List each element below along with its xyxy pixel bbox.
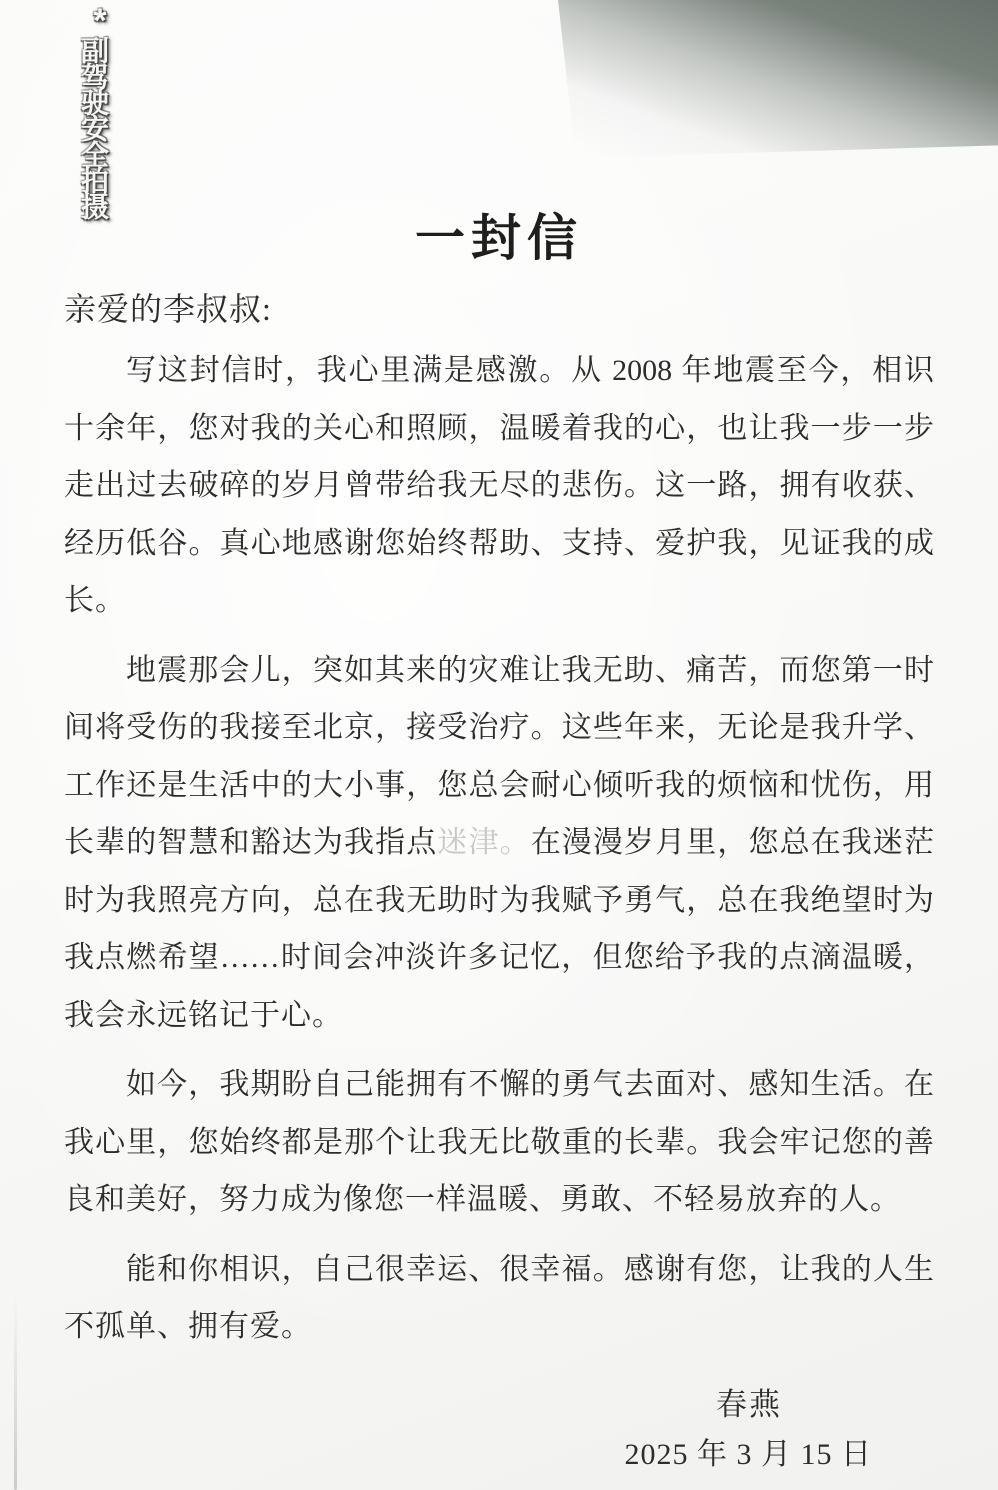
letter-text: 间将受伤的我接至北京，接受治疗。这些年来，无论是我升学、	[64, 711, 934, 744]
letter-paragraph	[64, 1056, 934, 1229]
letter-line	[64, 457, 934, 515]
letter-line	[64, 814, 934, 872]
letter-text: 工作还是生活中的大小事，您总会耐心倾听我的烦恼和忧伤，用	[64, 768, 934, 802]
letter-signature: 春燕	[716, 1386, 782, 1422]
letter-date: 2025 年 3 月 15 日	[624, 1437, 872, 1471]
letter-text: 长辈的智慧和豁达为我指点	[64, 826, 438, 859]
letter-text: 在漫漫岁月里，您总在我迷茫	[530, 826, 935, 859]
letter-line	[64, 1171, 934, 1229]
letter-text: 经历低谷。真心地感谢您始终帮助、支持、爱护我，见证我的成	[64, 526, 934, 560]
letter-paragraph	[64, 1241, 934, 1356]
letter-text: 我点燃希望……时间会冲淡许多记忆，但您给予我的点滴温暖，	[64, 941, 934, 974]
letter-text: 地震那会儿，突如其来的灾难让我无助、痛苦，而您第一时	[126, 653, 934, 687]
letter-line	[64, 342, 934, 400]
letter-line	[64, 400, 934, 458]
letter-line	[64, 987, 934, 1045]
watermark	[64, 2, 122, 223]
letter-line	[64, 1056, 934, 1114]
letter-text: 不孤单、拥有爱。	[64, 1310, 312, 1343]
letter-line	[64, 1298, 934, 1356]
letter-paragraph	[64, 642, 934, 1045]
letter-line	[64, 929, 934, 987]
page-edge-line	[14, 1295, 17, 1490]
letter-text: 写这封信时，我心里满是感激。从 2008 年地震至今，相识	[126, 354, 934, 387]
letter-text: 走出过去破碎的岁月曾带给我无尽的悲伤。这一路，拥有收获、	[64, 469, 934, 502]
letter-text: 时为我照亮方向，总在我无助时为我赋予勇气，总在我绝望时为	[64, 883, 934, 917]
letter-line	[64, 1114, 934, 1172]
letter-paragraph	[64, 342, 934, 630]
letter-text: 如今，我期盼自己能拥有不懈的勇气去面对、感知生活。在	[126, 1068, 934, 1101]
letter-text: 我心里，您始终都是那个让我无比敬重的长辈。我会牢记您的善	[64, 1125, 934, 1159]
photo-corner-shadow	[558, 0, 998, 158]
letter-text: 我会永远铭记于心。	[64, 998, 343, 1032]
letter-title: 一封信	[415, 210, 583, 266]
letter-text: 良和美好，努力成为像您一样温暖、勇敢、不轻易放弃的人。	[64, 1183, 901, 1216]
letter-text: 能和你相识，自己很幸运、很幸福。感谢有您，让我的人生	[126, 1252, 934, 1286]
faded-text: 迷津。	[437, 826, 531, 859]
watermark-asterisk: *	[93, 2, 107, 40]
watermark-text: 副驾驶安全拍摄	[78, 36, 109, 218]
letter-line	[64, 515, 934, 573]
letter-line	[64, 572, 934, 630]
letter-line	[64, 1241, 934, 1299]
letter-line	[64, 699, 934, 757]
letter-line	[64, 757, 934, 815]
letter-line	[64, 642, 934, 700]
letter-content	[64, 206, 934, 1482]
letter-line	[64, 872, 934, 930]
letter-body	[64, 342, 934, 1356]
letter-text: 十余年，您对我的关心和照顾，温暖着我的心，也让我一步一步	[64, 411, 934, 445]
letter-text: 长。	[64, 584, 126, 617]
letter-salutation: 亲爱的李叔叔:	[64, 291, 272, 327]
